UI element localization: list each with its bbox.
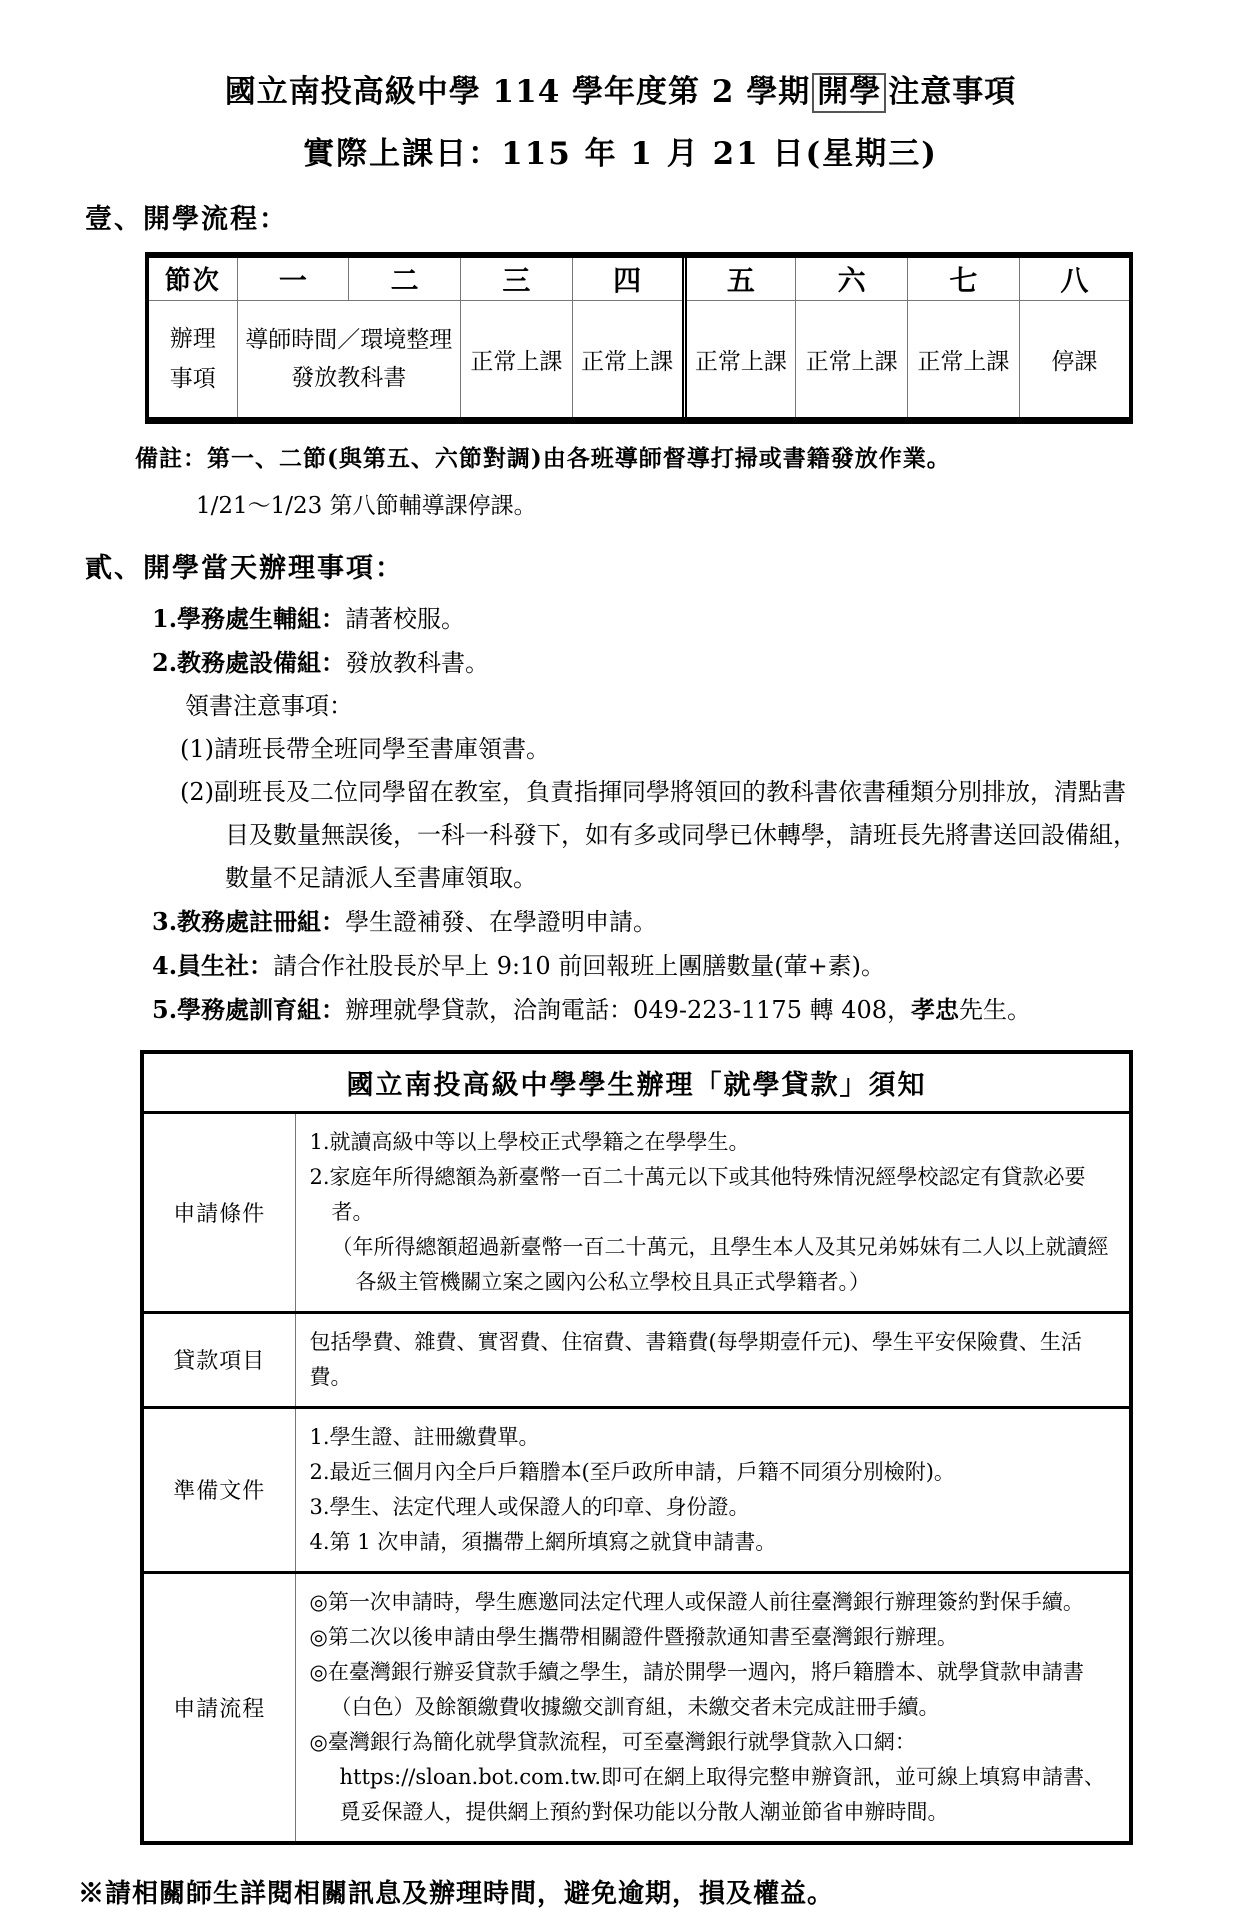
loan-items-line: 包括學費、雜費、實習費、住宿費、書籍費(每學期壹仟元)、學生平安保險費、生活費。 [309, 1329, 1082, 1389]
list-item-4 [152, 944, 1146, 988]
title-suffix: 注意事項 [888, 74, 1017, 110]
item-2-label: 2.教務處設備組： [152, 648, 346, 678]
item-3-text: 學生證補發、在學證明申請。 [345, 908, 658, 937]
loan-row-documents-content [295, 1407, 1131, 1572]
loan-row-documents-label: 準備文件 [142, 1407, 295, 1572]
item-1-label: 1.學務處生輔組： [152, 604, 346, 634]
document-line-2: 2.最近三個月內全戶戶籍謄本(至戶政所申請，戶籍不同須分別檢附)。 [309, 1459, 955, 1484]
schedule-table [145, 252, 1133, 425]
schedule-row-label [147, 301, 237, 421]
list-item-5 [152, 988, 1146, 1032]
schedule-note-1: 備註：第一、二節(與第五、六節對調)由各班導師督導打掃或書籍發放作業。 [135, 445, 951, 473]
book-pickup-note-1: (1)請班長帶全班同學至書庫領書。 [180, 735, 550, 764]
section-flow-heading: 壹、開學流程： [85, 203, 288, 235]
procedure-line-3: ◎在臺灣銀行辦妥貸款手續之學生，請於開學一週內，將戶籍謄本、就學貸款申請書（白色）及餘額繳費收據繳交訓育組，未繳交者未完成註冊手續。 [309, 1659, 1084, 1719]
loan-row-items [142, 1312, 1131, 1407]
student-loan-table [140, 1050, 1133, 1845]
condition-line-1: 1.就讀高級中等以上學校正式學籍之在學學生。 [309, 1129, 750, 1154]
list-item-1 [152, 597, 1146, 641]
schedule-row-label-line1: 辦理 [169, 326, 216, 353]
period-6-header: 六 [796, 255, 908, 301]
section-day-heading: 貳、開學當天辦理事項： [85, 553, 404, 585]
loan-row-conditions [142, 1112, 1131, 1312]
item-3-label: 3.教務處註冊組： [152, 907, 346, 937]
document-line-4: 4.第 1 次申請，須攜帶上網所填寫之就貸申請書。 [309, 1529, 777, 1554]
condition-line-3: （年所得總額超過新臺幣一百二十萬元，且學生本人及其兄弟姊妹有二人以上就讀經各級主管機關立案之國內公私立學校且具正式學籍者。） [331, 1234, 1109, 1294]
contact-person-name: 孝忠 [911, 995, 960, 1025]
period-1-header: 一 [237, 255, 349, 301]
list-item-3 [152, 900, 1146, 944]
schedule-body-row [147, 301, 1131, 421]
item-2-text: 發放教科書。 [345, 649, 490, 678]
document-line-1: 1.學生證、註冊繳費單。 [309, 1424, 540, 1449]
period-1-2-activity-line2: 發放教科書 [291, 365, 407, 392]
item-1-text: 請著校服。 [345, 605, 466, 634]
item-5-text-end: 先生。 [959, 996, 1032, 1025]
schedule-note-2: 1/21～1/23 第八節輔導課停課。 [196, 493, 537, 520]
book-pickup-note-2: (2)副班長及二位同學留在教室，負責指揮同學將領回的教科書依書種類分別排放，清點書目及數量無誤後，一科一科發下，如有多或同學已休轉學，請班長先將書送回設備組，數量不足請派人至書庫領取。 [180, 778, 1137, 893]
page-title [0, 66, 1241, 113]
schedule-header-row [147, 255, 1131, 301]
condition-line-2: 2.家庭年所得總額為新臺幣一百二十萬元以下或其他特殊情況經學校認定有貸款必要者。 [309, 1164, 1086, 1224]
period-8-header: 八 [1019, 255, 1131, 301]
period-4-header: 四 [572, 255, 684, 301]
footer-warning: ※請相關師生詳閱相關訊息及辦理時間，避免逾期，損及權益。 [78, 1878, 835, 1909]
loan-portal-url: https://sloan.bot.com.tw.即可在網上取得完整申辦資訊，並可線上填寫申請書、覓妥保證人，提供網上預約對保功能以分散人潮並節省申辦時間。 [339, 1764, 1105, 1824]
procedure-line-4: ◎臺灣銀行為簡化就學貸款流程，可至臺灣銀行就學貸款入口網： [309, 1729, 916, 1754]
section-day-items [152, 597, 1146, 1032]
document-line-3: 3.學生、法定代理人或保證人的印章、身份證。 [309, 1494, 750, 1519]
period-6-activity: 正常上課 [796, 301, 908, 421]
period-3-activity: 正常上課 [461, 301, 573, 421]
schedule-corner-cell: 節次 [147, 255, 237, 301]
period-2-header: 二 [349, 255, 461, 301]
period-7-header: 七 [908, 255, 1020, 301]
book-pickup-subheading: 領書注意事項： [185, 692, 353, 721]
loan-row-conditions-label: 申請條件 [142, 1112, 295, 1312]
period-4-activity: 正常上課 [572, 301, 684, 421]
loan-row-procedure [142, 1572, 1131, 1843]
item-5-label: 5.學務處訓育組： [152, 995, 346, 1025]
loan-title-row [142, 1052, 1131, 1112]
loan-row-procedure-label: 申請流程 [142, 1572, 295, 1843]
procedure-line-1: ◎第一次申請時，學生應邀同法定代理人或保證人前往臺灣銀行辦理簽約對保手續。 [309, 1589, 1084, 1614]
period-1-2-activity [237, 301, 461, 421]
title-boxed-term: 開學 [812, 73, 886, 113]
loan-row-conditions-content [295, 1112, 1131, 1312]
item-4-text: 請合作社股長於早上 9:10 前回報班上團膳數量(葷+素)。 [273, 952, 886, 981]
period-8-activity: 停課 [1019, 301, 1131, 421]
item-4-label: 4.員生社： [152, 951, 274, 981]
schedule-row-label-line2: 事項 [169, 366, 216, 393]
list-item-2 [152, 641, 1146, 685]
period-1-2-activity-line1: 導師時間／環境整理 [245, 327, 453, 354]
item-5-text: 辦理就學貸款，洽詢電話：049-223-1175 轉 408， [345, 996, 912, 1025]
loan-row-items-label: 貸款項目 [142, 1312, 295, 1407]
period-7-activity: 正常上課 [908, 301, 1020, 421]
period-5-header: 五 [684, 255, 796, 301]
loan-row-documents [142, 1407, 1131, 1572]
loan-table-title: 國立南投高級中學學生辦理「就學貸款」須知 [346, 1069, 927, 1101]
procedure-line-2: ◎第二次以後申請由學生攜帶相關證件暨撥款通知書至臺灣銀行辦理。 [309, 1624, 958, 1649]
page-subtitle: 實際上課日：115 年 1 月 21 日(星期三) [303, 135, 938, 172]
period-3-header: 三 [461, 255, 573, 301]
title-prefix: 國立南投高級中學 114 學年度第 2 學期 [224, 74, 811, 110]
loan-row-items-content [295, 1312, 1131, 1407]
loan-row-procedure-content [295, 1572, 1131, 1843]
period-5-activity: 正常上課 [684, 301, 796, 421]
